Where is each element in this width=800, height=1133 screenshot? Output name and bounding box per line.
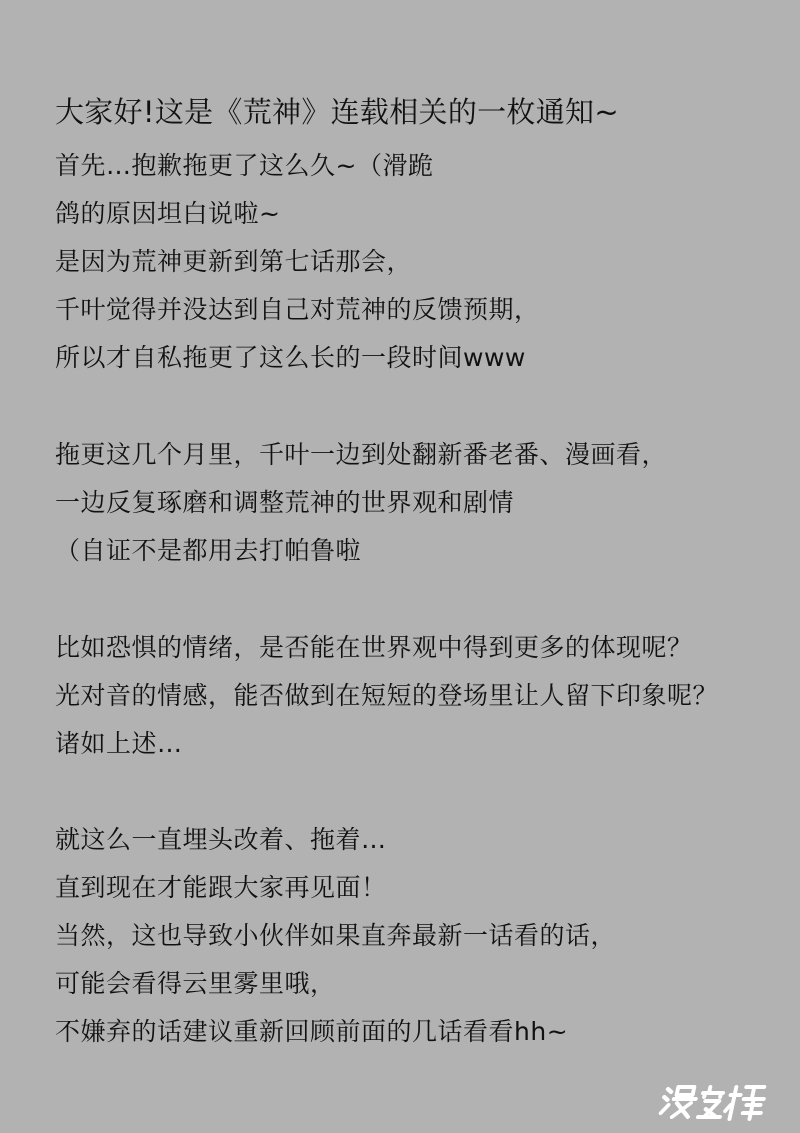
notice-line: 一边反复琢磨和调整荒神的世界观和剧情 — [55, 488, 515, 517]
notice-line: 就这么一直埋头改着、拖着… — [55, 825, 387, 854]
notice-line: 当然，这也导致小伙伴如果直奔最新一话看的话， — [55, 921, 617, 950]
notice-line: 不嫌弃的话建议重新回顾前面的几话看看hh~ — [55, 1017, 569, 1046]
watermark-logo-icon — [658, 1079, 786, 1125]
notice-line: 是因为荒神更新到第七话那会， — [55, 247, 413, 276]
notice-line: 比如恐惧的情绪，是否能在世界观中得到更多的体现呢？ — [55, 633, 693, 662]
notice-line: 光对音的情感，能否做到在短短的登场里让人留下印象呢？ — [55, 681, 719, 710]
notice-line: 鸽的原因坦白说啦~ — [55, 199, 281, 228]
notice-line: 拖更这几个月里，千叶一边到处翻新番老番、漫画看， — [55, 440, 668, 469]
notice-line: 首先…抱歉拖更了这么久~（滑跪 — [55, 151, 434, 180]
notice-line: （自证不是都用去打帕鲁啦 — [55, 536, 362, 565]
notice-title: 大家好!这是《荒神》连载相关的一枚通知~ — [55, 95, 619, 129]
notice-line: 可能会看得云里雾里哦， — [55, 969, 336, 998]
notice-line: 所以才自私拖更了这么长的一段时间www — [55, 343, 526, 372]
notice-line: 诸如上述… — [55, 729, 183, 758]
notice-line: 千叶觉得并没达到自己对荒神的反馈预期， — [55, 295, 540, 324]
notice-line: 直到现在才能跟大家再见面！ — [55, 873, 387, 902]
watermark-logo — [658, 1079, 786, 1125]
